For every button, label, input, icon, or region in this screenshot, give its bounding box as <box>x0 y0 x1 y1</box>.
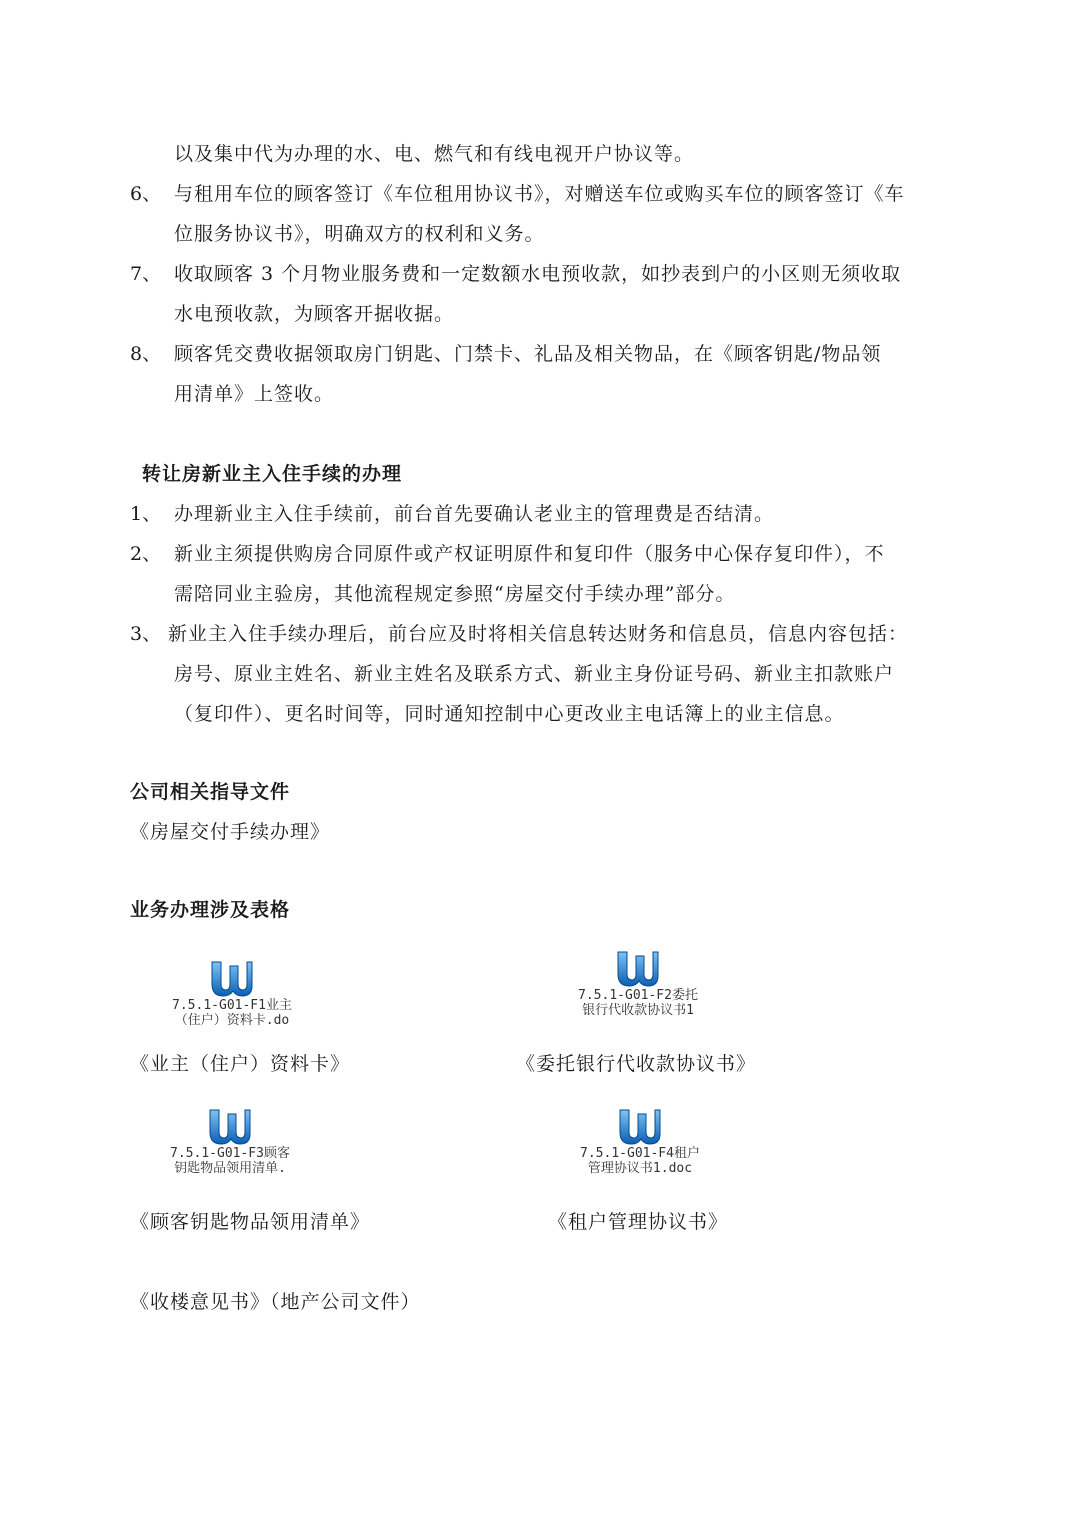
attachment-filename: （住户）资料卡.do <box>174 1013 290 1028</box>
section-title-forms: 业务办理涉及表格 <box>130 899 291 921</box>
attachment-filename: 7.5.1-G01-F4租户 <box>580 1146 700 1161</box>
list-item-line: （复印件）、更名时间等，同时通知控制中心更改业主电话簿上的业主信息。 <box>174 703 845 725</box>
attachment-filename: 银行代收款协议书1 <box>582 1003 694 1018</box>
list-number: 6、 <box>130 183 162 205</box>
list-item-line: 顾客凭交费收据领取房门钥匙、门禁卡、礼品及相关物品，在《顾客钥匙/物品领 <box>174 343 882 365</box>
list-item-line: 需陪同业主验房，其他流程规定参照“房屋交付手续办理”部分。 <box>174 583 736 605</box>
attachment-caption: 《业主（住户）资料卡》 <box>130 1053 351 1075</box>
section-title-transfer: 转让房新业主入住手续的办理 <box>142 463 403 485</box>
attachment-filename: 7.5.1-G01-F1业主 <box>172 998 292 1013</box>
attachment-caption: 《租户管理协议书》 <box>548 1211 729 1233</box>
word-icon <box>209 958 255 998</box>
section-title-guidance: 公司相关指导文件 <box>130 781 291 803</box>
attachment-f3[interactable] <box>130 1106 330 1176</box>
list-number: 3、 <box>130 623 162 645</box>
guidance-doc: 《房屋交付手续办理》 <box>130 821 331 843</box>
attachment-caption: 《委托银行代收款协议书》 <box>516 1053 757 1075</box>
list-number: 2、 <box>130 543 162 565</box>
list-item-line: 新业主入住手续办理后，前台应及时将相关信息转达财务和信息员，信息内容包括： <box>168 623 909 645</box>
list-item-line: 办理新业主入住手续前，前台首先要确认老业主的管理费是否结清。 <box>174 503 775 525</box>
list-item-line: 水电预收款，为顾客开据收据。 <box>174 303 455 325</box>
word-icon <box>207 1106 253 1146</box>
list-item-line: 房号、原业主姓名、新业主姓名及联系方式、新业主身份证号码、新业主扣款账户 <box>174 663 895 685</box>
footer-doc: 《收楼意见书》（地产公司文件） <box>130 1291 421 1313</box>
list-item-line: 用清单》上签收。 <box>174 383 335 405</box>
list-number: 1、 <box>130 503 162 525</box>
list-item-line: 位服务协议书》，明确双方的权利和义务。 <box>174 223 545 245</box>
list-item-line: 与租用车位的顾客签订《车位租用协议书》，对赠送车位或购买车位的顾客签订《车 <box>174 183 905 205</box>
attachment-filename: 管理协议书1.doc <box>587 1161 693 1176</box>
list-item-line: 收取顾客 3 个月物业服务费和一定数额水电预收款，如抄表到户的小区则无须收取 <box>174 263 902 285</box>
intro-line: 以及集中代为办理的水、电、燃气和有线电视开户协议等。 <box>174 143 695 165</box>
attachment-f2[interactable] <box>538 948 738 1018</box>
attachment-caption: 《顾客钥匙物品领用清单》 <box>130 1211 371 1233</box>
attachment-filename: 钥匙物品领用清单. <box>174 1161 286 1176</box>
attachment-f1[interactable] <box>132 958 332 1028</box>
list-item-line: 新业主须提供购房合同原件或产权证明原件和复印件（服务中心保存复印件），不 <box>174 543 885 565</box>
attachment-f4[interactable] <box>540 1106 740 1176</box>
attachment-filename: 7.5.1-G01-F2委托 <box>578 988 698 1003</box>
word-icon <box>615 948 661 988</box>
list-number: 8、 <box>130 343 162 365</box>
attachment-filename: 7.5.1-G01-F3顾客 <box>170 1146 290 1161</box>
word-icon <box>617 1106 663 1146</box>
list-number: 7、 <box>130 263 162 285</box>
